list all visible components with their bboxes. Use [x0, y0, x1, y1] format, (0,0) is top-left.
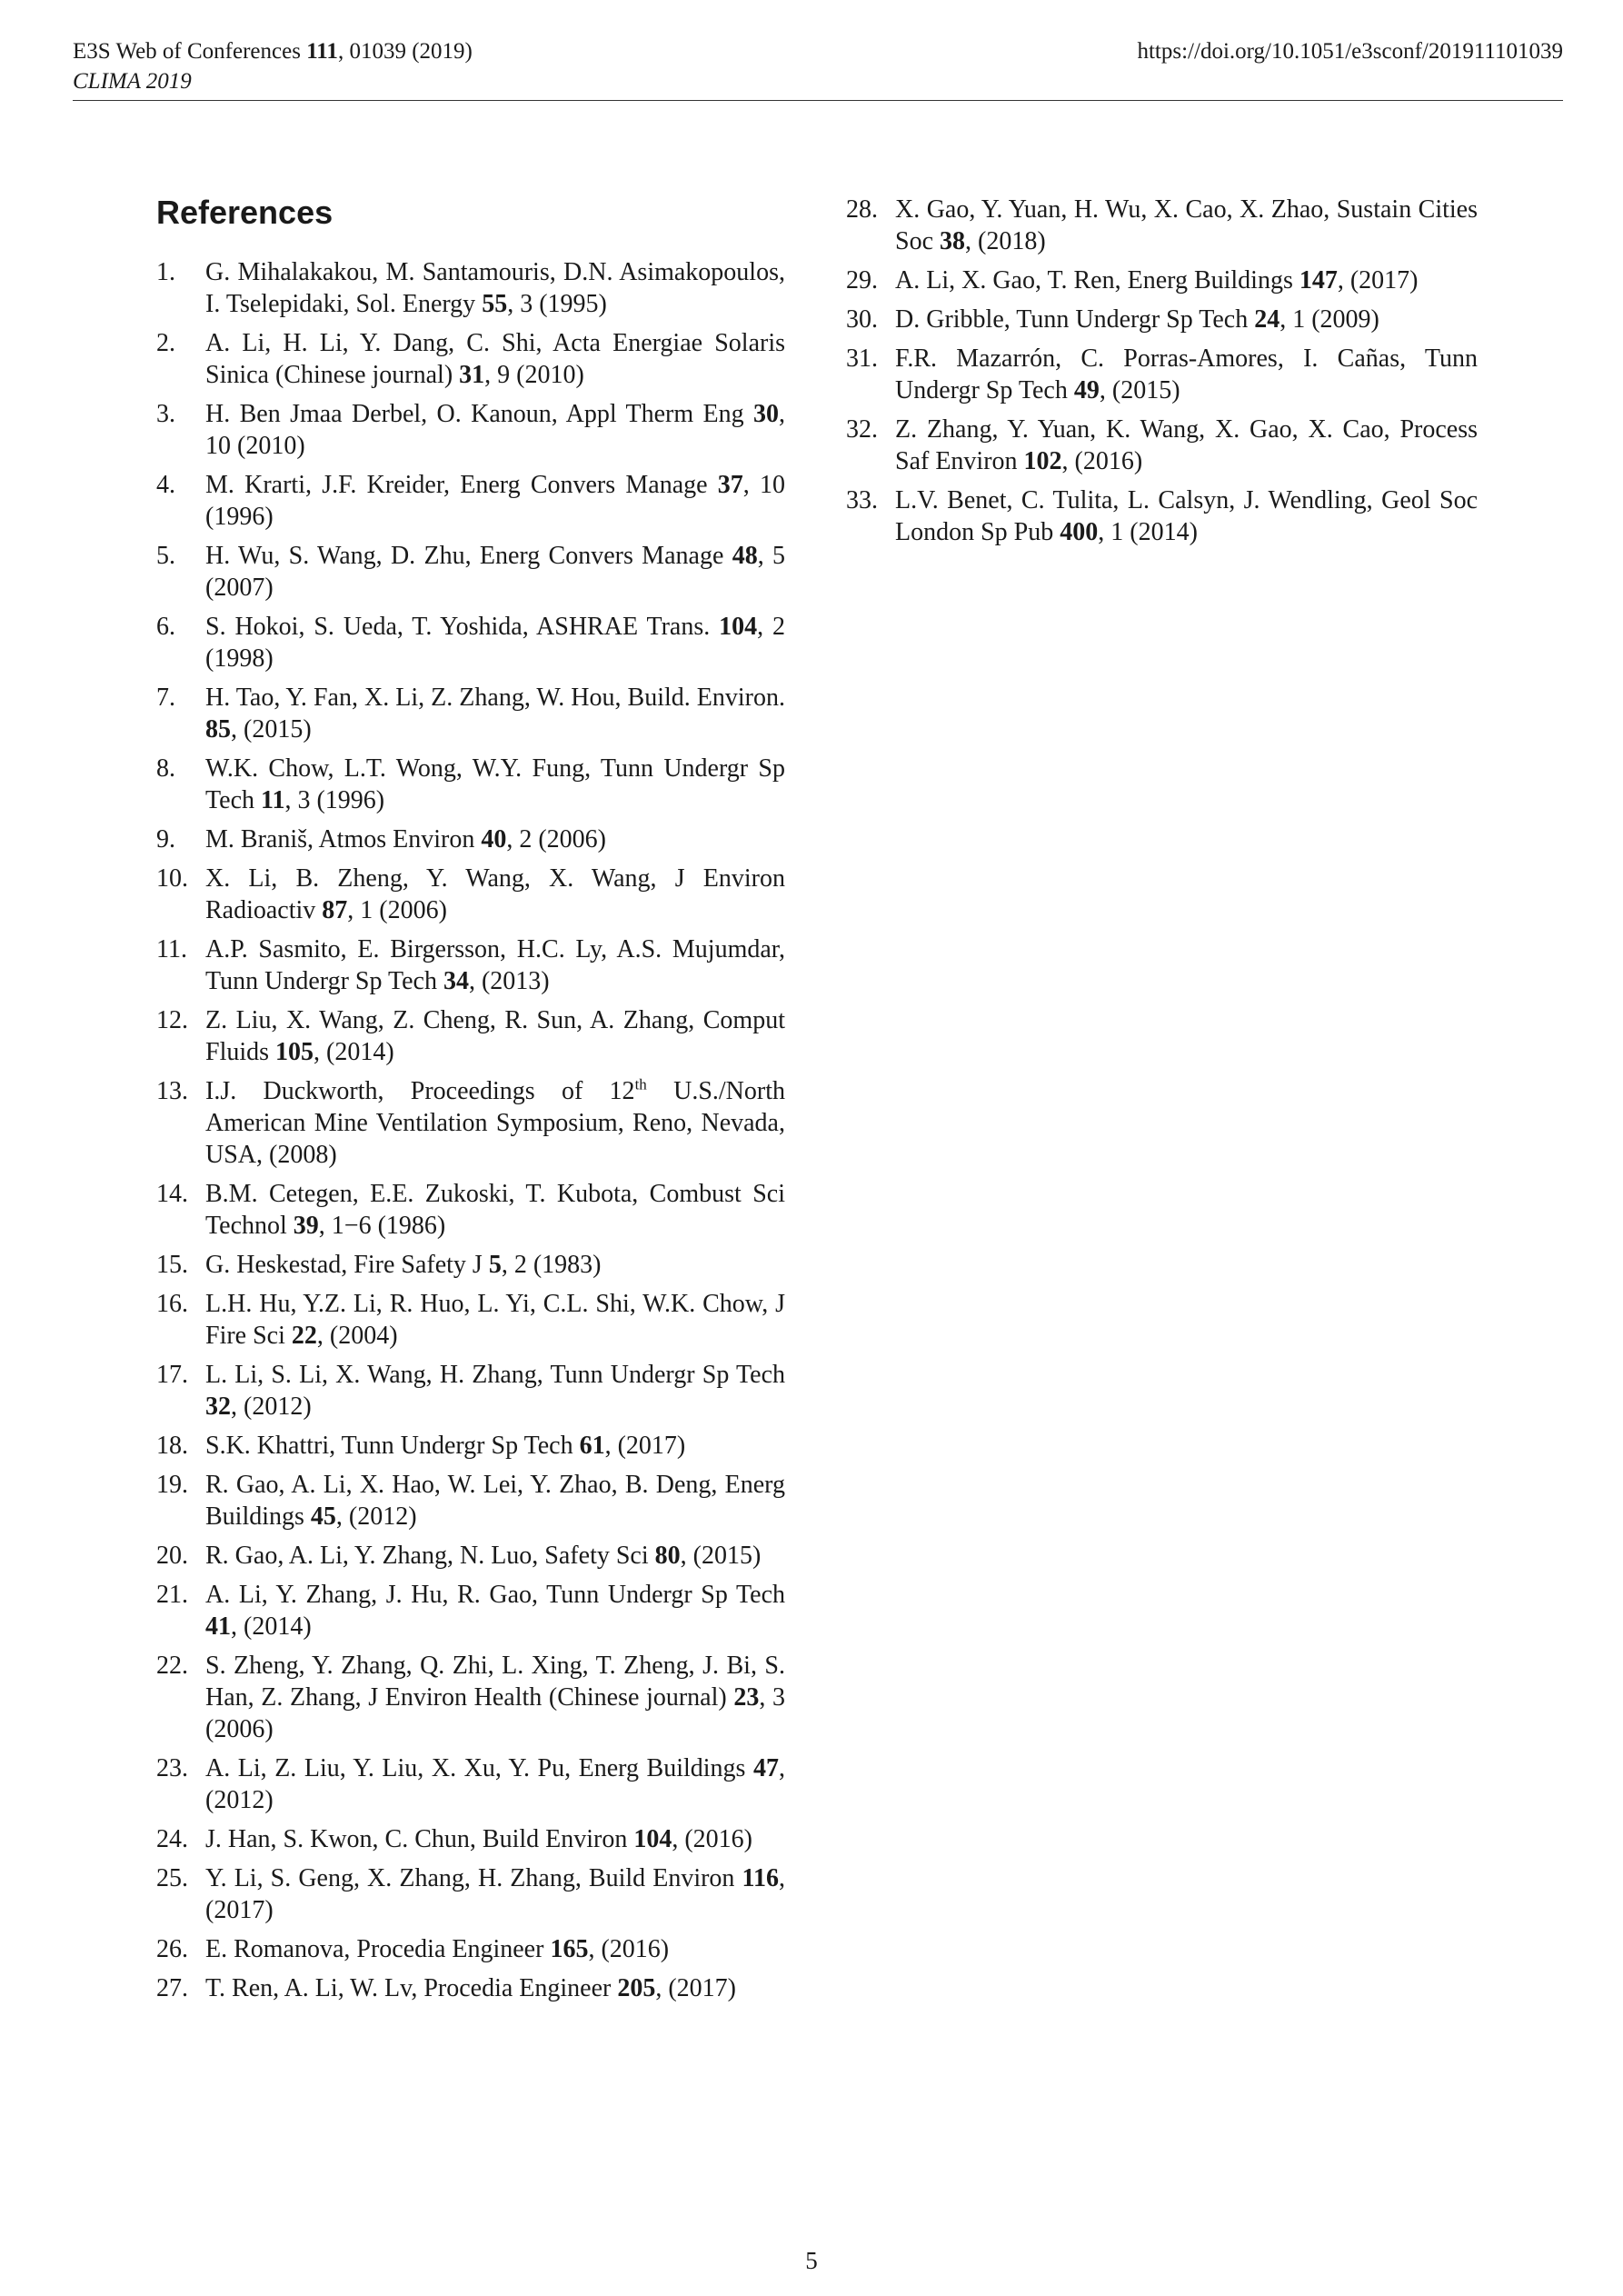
reference-number: 16. [156, 1290, 188, 1318]
reference-text [205, 1006, 785, 1066]
reference-volume: 104 [719, 613, 758, 641]
reference-volume: 24 [1254, 305, 1280, 334]
reference-text [205, 1974, 736, 2002]
reference-authors-title: X. Gao, Y. Yuan, H. Wu, X. Cao, X. Zhao, Sustain Cities Soc [895, 195, 1478, 255]
reference-item [156, 1469, 785, 1532]
reference-item [156, 1430, 785, 1462]
reference-authors-title: S.K. Khattri, Tunn Undergr Sp Tech [205, 1432, 580, 1460]
reference-authors-title: T. Ren, A. Li, W. Lv, Procedia Engineer [205, 1974, 618, 2002]
reference-volume: 55 [482, 290, 508, 318]
reference-authors-title: I.J. Duckworth, Proceedings of 12 [205, 1077, 635, 1105]
reference-authors-title: F.R. Mazarrón, C. Porras-Amores, I. Cañas, Tunn Undergr Sp Tech [895, 344, 1478, 404]
reference-item [156, 1579, 785, 1642]
reference-volume: 47 [753, 1754, 779, 1782]
reference-issue-year: , (2015) [1099, 376, 1180, 404]
reference-number: 14. [156, 1180, 188, 1208]
reference-authors-title: J. Han, S. Kwon, C. Chun, Build Environ [205, 1825, 634, 1853]
reference-volume: 116 [742, 1864, 779, 1892]
reference-number: 29. [846, 266, 878, 294]
reference-text [895, 486, 1478, 546]
reference-authors-title: H. Tao, Y. Fan, X. Li, Z. Zhang, W. Hou, Build. Environ. [205, 684, 785, 712]
reference-issue-year: U.S./North American Mine Ventilation Symposium, Reno, Nevada, USA, (2008) [205, 1077, 785, 1169]
reference-text [205, 471, 785, 531]
reference-text [895, 415, 1478, 475]
reference-text [205, 1581, 785, 1641]
reference-authors-title: L.V. Benet, C. Tulita, L. Calsyn, J. Wendling, Geol Soc London Sp Pub [895, 486, 1478, 546]
reference-item [156, 1249, 785, 1281]
reference-item [846, 343, 1478, 406]
reference-text [205, 1077, 785, 1169]
reference-issue-year: , (2015) [680, 1542, 762, 1570]
reference-volume: 5 [488, 1251, 502, 1279]
reference-item [846, 194, 1478, 257]
reference-volume: 61 [579, 1432, 605, 1460]
reference-number: 15. [156, 1251, 188, 1279]
reference-issue-year: , 1 (2009) [1279, 305, 1379, 334]
reference-item [156, 540, 785, 604]
reference-text [205, 1251, 601, 1279]
reference-volume: 38 [940, 227, 965, 255]
reference-number: 1. [156, 258, 175, 286]
reference-text [895, 195, 1478, 255]
reference-volume: 45 [310, 1502, 336, 1531]
reference-text [205, 613, 785, 673]
reference-authors-title: R. Gao, A. Li, X. Hao, W. Lei, Y. Zhao, B. Deng, Energ Buildings [205, 1471, 785, 1531]
reference-authors-title: G. Mihalakakou, M. Santamouris, D.N. Asimakopoulos, I. Tselepidaki, Sol. Energy [205, 258, 785, 318]
reference-issue-year: , (2016) [672, 1825, 753, 1853]
reference-issue-year: , 5 (2007) [205, 542, 785, 602]
reference-issue-year: , 3 (2006) [205, 1683, 786, 1743]
reference-issue-year: , (2018) [965, 227, 1046, 255]
reference-item [156, 753, 785, 816]
reference-number: 11. [156, 935, 187, 963]
reference-issue-year: , (2016) [1061, 447, 1143, 475]
reference-item [156, 611, 785, 674]
reference-text [205, 1471, 785, 1531]
reference-issue-year: , 2 (2006) [506, 825, 606, 854]
reference-authors-title: H. Ben Jmaa Derbel, O. Kanoun, Appl Therm Eng [205, 400, 753, 428]
reference-number: 32. [846, 415, 878, 444]
reference-issue-year: , (2017) [1337, 266, 1419, 294]
reference-authors-title: B.M. Cetegen, E.E. Zukoski, T. Kubota, Combust Sci Technol [205, 1180, 785, 1240]
reference-volume: 31 [459, 361, 485, 389]
page-number: 5 [805, 2247, 818, 2274]
reference-number: 20. [156, 1542, 188, 1570]
reference-number: 31. [846, 344, 878, 373]
reference-item [156, 398, 785, 462]
reference-authors-title: M. Braniš, Atmos Environ [205, 825, 482, 854]
reference-volume: 104 [633, 1825, 672, 1853]
reference-item [156, 1862, 785, 1926]
reference-issue-year: , (2014) [314, 1038, 394, 1066]
reference-authors-title: L. Li, S. Li, X. Wang, H. Zhang, Tunn Undergr Sp Tech [205, 1361, 785, 1389]
running-header-left [73, 36, 473, 96]
reference-volume: 34 [443, 967, 469, 995]
reference-item [846, 265, 1478, 296]
reference-text [205, 1361, 785, 1421]
references-column-left [156, 256, 785, 2011]
reference-number: 7. [156, 684, 175, 712]
reference-item [156, 1075, 785, 1171]
reference-number: 3. [156, 400, 175, 428]
reference-issue-year: , (2012) [231, 1393, 312, 1421]
reference-number: 9. [156, 825, 175, 854]
reference-item [156, 824, 785, 855]
reference-item [156, 327, 785, 391]
reference-item [846, 484, 1478, 548]
reference-authors-title: L.H. Hu, Y.Z. Li, R. Huo, L. Yi, C.L. Shi, W.K. Chow, J Fire Sci [205, 1290, 785, 1350]
reference-number: 6. [156, 613, 175, 641]
reference-item [156, 1933, 785, 1965]
reference-number: 23. [156, 1754, 188, 1782]
reference-issue-year: , (2004) [316, 1322, 398, 1350]
doi-link[interactable]: https://doi.org/10.1051/e3sconf/201911101039 [1137, 39, 1563, 64]
reference-text [205, 542, 785, 602]
reference-number: 5. [156, 542, 175, 570]
reference-number: 12. [156, 1006, 188, 1034]
reference-item [846, 304, 1478, 335]
reference-item [156, 933, 785, 997]
reference-volume: 400 [1060, 518, 1099, 546]
reference-number: 4. [156, 471, 175, 499]
reference-issue-year: , 1−6 (1986) [318, 1212, 446, 1240]
reference-number: 33. [846, 486, 878, 514]
reference-volume: 41 [205, 1612, 231, 1641]
reference-volume: 105 [275, 1038, 314, 1066]
reference-number: 18. [156, 1432, 188, 1460]
reference-authors-title: S. Hokoi, S. Ueda, T. Yoshida, ASHRAE Trans. [205, 613, 720, 641]
reference-authors-title: M. Krarti, J.F. Kreider, Energ Convers Manage [205, 471, 718, 499]
reference-authors-title: E. Romanova, Procedia Engineer [205, 1935, 551, 1963]
reference-issue-year: , 2 (1983) [501, 1251, 602, 1279]
reference-item [156, 1004, 785, 1068]
reference-item [846, 414, 1478, 477]
reference-number: 25. [156, 1864, 188, 1892]
reference-authors-title: G. Heskestad, Fire Safety J [205, 1251, 489, 1279]
reference-number: 8. [156, 754, 175, 783]
reference-text [205, 825, 606, 854]
reference-issue-year: , 3 (1995) [507, 290, 607, 318]
reference-issue-year: , (2012) [335, 1502, 417, 1531]
reference-number: 21. [156, 1581, 188, 1609]
reference-number: 26. [156, 1935, 188, 1963]
reference-volume: 32 [205, 1393, 231, 1421]
reference-number: 13. [156, 1077, 188, 1105]
reference-text [205, 1290, 785, 1350]
reference-number: 2. [156, 329, 175, 357]
reference-volume: 87 [322, 896, 348, 924]
reference-item [156, 469, 785, 533]
reference-number: 27. [156, 1974, 188, 2002]
reference-issue-year: , (2014) [231, 1612, 312, 1641]
reference-number: 24. [156, 1825, 188, 1853]
journal-volume: 111 [306, 39, 338, 64]
reference-volume: 80 [654, 1542, 681, 1570]
section-title: References [156, 194, 334, 231]
reference-volume: 37 [717, 471, 743, 499]
reference-issue-year: , (2016) [588, 1935, 670, 1963]
reference-authors-title: A. Li, H. Li, Y. Dang, C. Shi, Acta Energiae Solaris Sinica (Chinese journal) [205, 329, 785, 389]
reference-number: 10. [156, 864, 188, 893]
reference-number: 30. [846, 305, 878, 334]
reference-volume: 85 [205, 715, 231, 744]
reference-item [156, 1359, 785, 1423]
reference-volume: 49 [1073, 376, 1100, 404]
reference-volume: 147 [1299, 266, 1338, 294]
reference-issue-year: , 1 (2014) [1098, 518, 1198, 546]
reference-issue-year: , 3 (1996) [284, 786, 385, 814]
reference-text [205, 1432, 685, 1460]
reference-volume: 205 [617, 1974, 656, 2002]
reference-issue-year: , (2013) [468, 967, 550, 995]
reference-volume: 40 [481, 825, 507, 854]
reference-text [205, 400, 785, 460]
reference-text [205, 329, 785, 389]
reference-text [895, 344, 1478, 404]
reference-issue-year: , 2 (1998) [205, 613, 786, 673]
reference-text [205, 754, 785, 814]
reference-item [156, 1752, 785, 1816]
reference-issue-year: , (2017) [655, 1974, 737, 2002]
reference-authors-title: H. Wu, S. Wang, D. Zhu, Energ Convers Manage [205, 542, 732, 570]
reference-text [205, 1754, 785, 1814]
reference-authors-title: S. Zheng, Y. Zhang, Q. Zhi, L. Xing, T. Zheng, J. Bi, S. Han, Z. Zhang, J Environ Health (Chinese journal) [205, 1652, 785, 1712]
reference-volume: 22 [291, 1322, 317, 1350]
reference-authors-title: A.P. Sasmito, E. Birgersson, H.C. Ly, A.S. Mujumdar, Tunn Undergr Sp Tech [205, 935, 785, 995]
reference-text [205, 1864, 785, 1924]
reference-number: 28. [846, 195, 878, 224]
reference-authors-title: A. Li, X. Gao, T. Ren, Energ Buildings [895, 266, 1299, 294]
reference-issue-year: , 9 (2010) [484, 361, 584, 389]
references-column-right [846, 194, 1478, 555]
reference-volume: 102 [1023, 447, 1062, 475]
reference-authors-title: D. Gribble, Tunn Undergr Sp Tech [895, 305, 1255, 334]
reference-number: 22. [156, 1652, 188, 1680]
reference-volume: 30 [753, 400, 779, 428]
reference-item [156, 1823, 785, 1855]
reference-text [205, 864, 785, 924]
reference-text [205, 258, 785, 318]
reference-authors-title: X. Li, B. Zheng, Y. Wang, X. Wang, J Environ Radioactiv [205, 864, 785, 924]
reference-volume: 39 [293, 1212, 319, 1240]
ordinal-superscript: th [634, 1075, 647, 1093]
reference-issue-year: , (2015) [231, 715, 312, 744]
reference-item [156, 1288, 785, 1352]
reference-authors-title: A. Li, Y. Zhang, J. Hu, R. Gao, Tunn Undergr Sp Tech [205, 1581, 785, 1609]
conference-name: CLIMA 2019 [73, 69, 192, 94]
reference-authors-title: A. Li, Z. Liu, Y. Liu, X. Xu, Y. Pu, Energ Buildings [205, 1754, 753, 1782]
reference-number: 19. [156, 1471, 188, 1499]
reference-text [205, 935, 785, 995]
reference-authors-title: W.K. Chow, L.T. Wong, W.Y. Fung, Tunn Undergr Sp Tech [205, 754, 785, 814]
reference-volume: 11 [261, 786, 285, 814]
reference-issue-year: , (2012) [205, 1754, 785, 1814]
reference-volume: 165 [550, 1935, 589, 1963]
reference-number: 17. [156, 1361, 188, 1389]
reference-text [205, 1542, 761, 1570]
reference-issue-year: , (2017) [205, 1864, 785, 1924]
reference-issue-year: , 1 (2006) [347, 896, 447, 924]
reference-item [156, 863, 785, 926]
reference-text [895, 266, 1419, 294]
reference-issue-year: , (2017) [604, 1432, 686, 1460]
reference-item [156, 1972, 785, 2004]
reference-issue-year: , 10 (2010) [205, 400, 785, 460]
reference-text [205, 1935, 669, 1963]
reference-item [156, 256, 785, 320]
reference-text [895, 305, 1379, 334]
reference-text [205, 684, 785, 744]
reference-volume: 48 [732, 542, 758, 570]
journal-citation: E3S Web of Conferences 111, 01039 (2019) [73, 39, 473, 64]
reference-text [205, 1825, 752, 1853]
reference-item [156, 1540, 785, 1572]
header-divider [73, 100, 1563, 101]
reference-authors-title: Z. Liu, X. Wang, Z. Cheng, R. Sun, A. Zhang, Comput Fluids [205, 1006, 785, 1066]
reference-text [205, 1180, 785, 1240]
reference-item [156, 682, 785, 745]
reference-item [156, 1650, 785, 1745]
reference-volume: 23 [733, 1683, 760, 1712]
reference-authors-title: R. Gao, A. Li, Y. Zhang, N. Luo, Safety Sci [205, 1542, 655, 1570]
reference-item [156, 1178, 785, 1242]
reference-text [205, 1652, 785, 1743]
reference-authors-title: Y. Li, S. Geng, X. Zhang, H. Zhang, Build Environ [205, 1864, 742, 1892]
reference-authors-title: Z. Zhang, Y. Yuan, K. Wang, X. Gao, X. Cao, Process Saf Environ [895, 415, 1478, 475]
reference-issue-year: , 10 (1996) [205, 471, 786, 531]
